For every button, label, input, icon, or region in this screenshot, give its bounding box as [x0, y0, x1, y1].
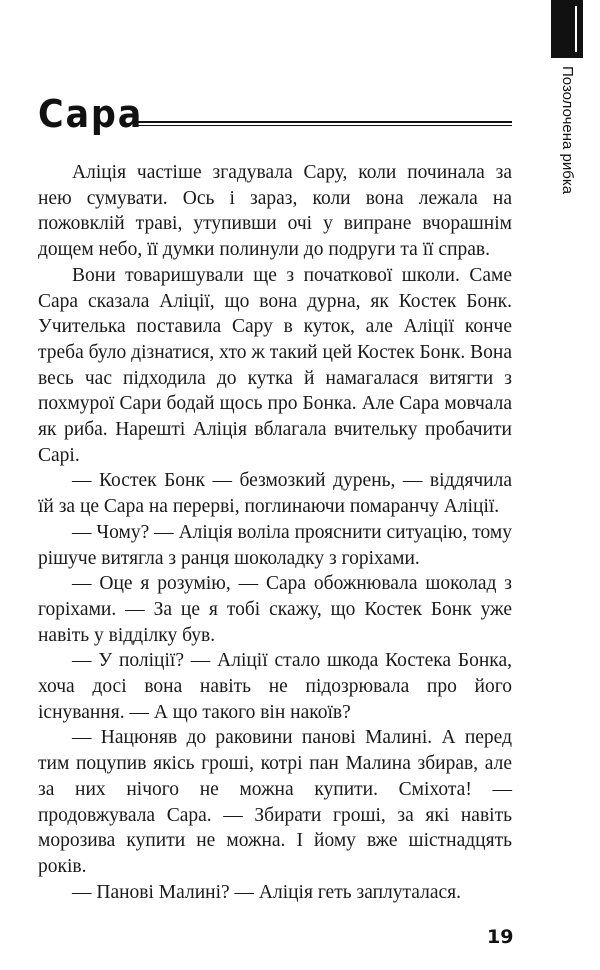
chapter-title: Сара — [38, 92, 144, 136]
edge-tab-mark — [551, 0, 583, 58]
paragraph: — Чому? — Аліція воліла прояснити ситуацію, тому рішуче витягла з ранця шоколадку з горіхами. — [38, 521, 512, 569]
running-head: Позолочена рибка — [559, 66, 576, 195]
chapter-heading — [38, 92, 512, 136]
title-rule — [134, 121, 512, 126]
paragraph: — Костек Бонк — безмозкий дурень, — віддячила їй за це Сара на перерві, поглинаючи помаранчу Аліції. — [38, 470, 512, 518]
paragraph: — У поліції? — Аліції стало шкода Костека Бонка, хоча досі вона навіть не підозрювала про його існування. — А що такого він накоїв? — [38, 650, 512, 723]
paragraph: Аліція частіше згадувала Сару, коли починала за нею сумувати. Ось і зараз, коли вона лежала на пожовклій траві, утупивши очі у випране вчорашнім дощем небо, її думки полинули до подруги та її справ. — [38, 162, 512, 261]
body-text — [38, 160, 512, 905]
paragraph: Вони товаришували ще з початкової школи. Саме Сара сказала Аліції, що вона дурна, як Костек Бонк. Учителька поставила Сару в куток, але Аліції конче треба було дізнатися, хто ж такий цей Костек Бонк. Вона весь час підходила до кутка й намагалася витягти з похмурої Сари бодай щось про Бонка. Але Сара мовчала як риба. Нарешті Аліція вблагала вчительку пробачити Сарі. — [38, 264, 512, 466]
paragraph: — Панові Малині? — Аліція геть заплуталася. — [72, 881, 461, 903]
paragraph: — Оце я розумію, — Сара обожнювала шоколад з горіхами. — За це я тобі скажу, що Костек Бонк уже навіть у відділку був. — [38, 573, 512, 646]
page-number: 19 — [487, 926, 514, 948]
paragraph: — Нацюняв до раковини панові Малині. А перед тим поцупив якісь гроші, котрі пан Малина збирав, але за них нічого не можна купити. Сміхота! — продовжувала Сара. — Збирати гроші, за які навіть морозива купити не можна. І йому вже шістнадцять років. — [38, 727, 512, 877]
